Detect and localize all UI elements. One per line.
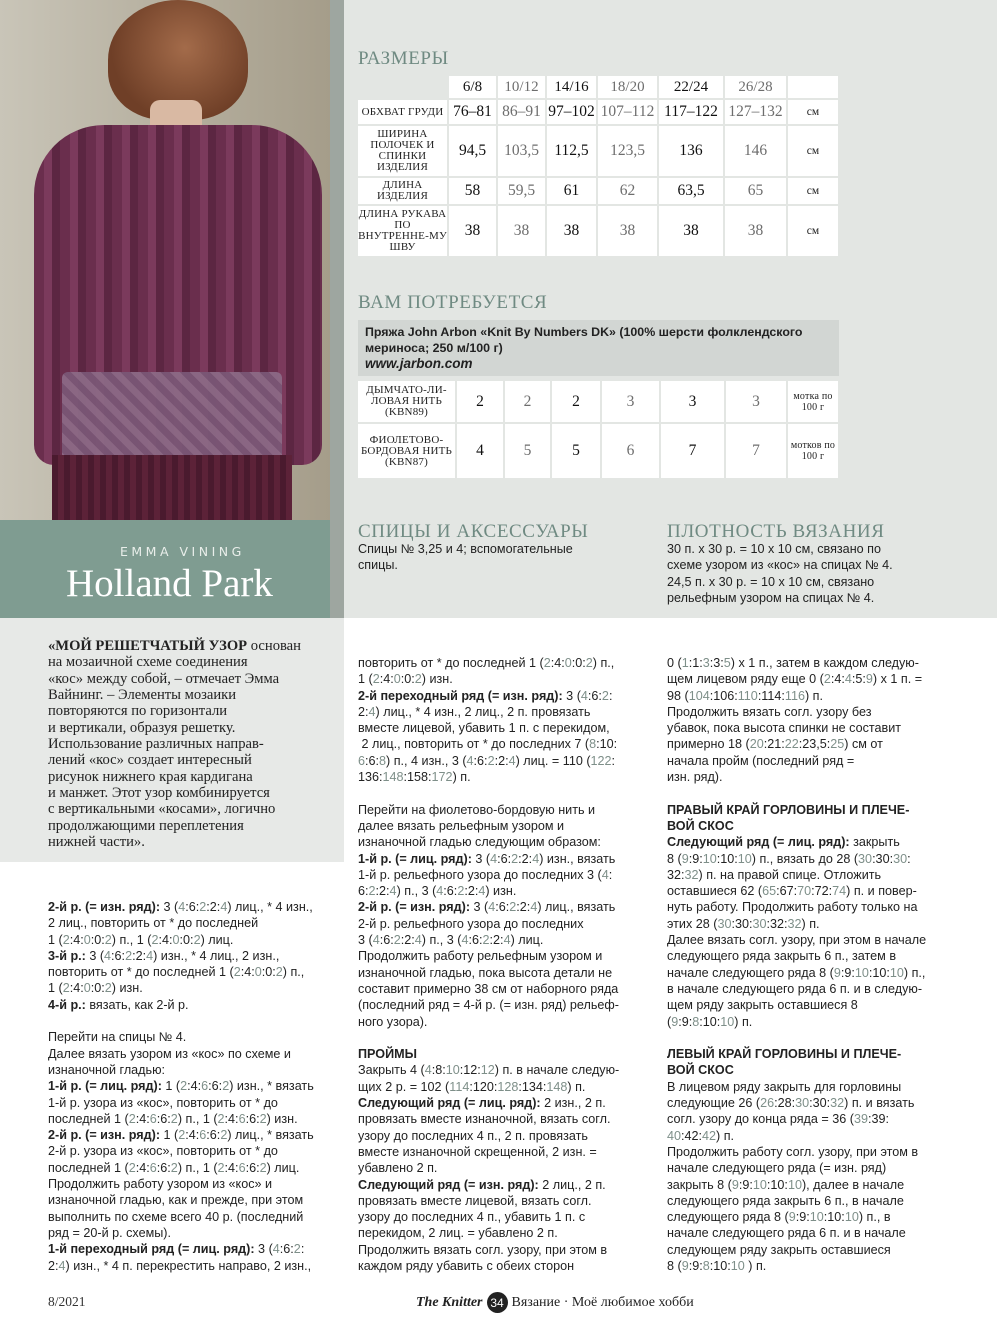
- quote-line: с вертикальными «косами», логично: [48, 801, 276, 818]
- quote-line: основан: [247, 638, 301, 654]
- size-value: 59,5: [498, 178, 545, 204]
- size-unit: см: [788, 178, 838, 204]
- size-value: 117–122: [659, 100, 723, 124]
- quote-line: «кос» между собой, – отмечает Эмма: [48, 670, 280, 687]
- size-value: 63,5: [659, 178, 723, 204]
- yarn-description: [358, 320, 839, 376]
- needles-heading: СПИЦЫ И АКСЕССУАРЫ: [358, 521, 589, 542]
- quote-line: лений «кос» создает интересный: [48, 752, 252, 769]
- page-footer: [416, 1292, 694, 1313]
- size-value: 94,5: [449, 126, 496, 176]
- quote-line: и манжет. Этот узор комбинируется: [48, 785, 270, 802]
- materials-heading: ВАМ ПОТРЕБУЕТСЯ: [358, 292, 548, 313]
- magazine-tagline: Вязание · Моё любимое хобби: [511, 1294, 694, 1310]
- yarn-quantity: 7: [661, 424, 724, 478]
- gauge-heading: ПЛОТНОСТЬ ВЯЗАНИЯ: [667, 521, 885, 542]
- yarn-quantity: 3: [726, 381, 786, 422]
- yarn-line: мериноса; 250 м/100 г): [365, 341, 503, 355]
- size-value: 38: [598, 206, 657, 256]
- quote-line: и вертикали, образуя решетку.: [48, 719, 236, 736]
- quote-line: рисунок нижнего края кардигана: [48, 768, 253, 785]
- yarn-quantity: 5: [552, 424, 600, 478]
- cardigan-lattice-hem: [62, 372, 282, 462]
- size-value: 38: [725, 206, 786, 256]
- needles-line: спицы.: [358, 558, 398, 573]
- designer-quote: [48, 638, 332, 850]
- quote-line: на мозаичной схеме соединения: [48, 654, 248, 671]
- size-value: 38: [547, 206, 596, 256]
- size-value: 38: [659, 206, 723, 256]
- yarn-quantity: 2: [552, 381, 600, 422]
- size-col-header: 14/16: [547, 76, 596, 98]
- size-value: 65: [725, 178, 786, 204]
- instructions-column-2: повторить от * до последней 1 (2:4:0:0:2) п., 1 (2:4:0:0:2) изн. 2-й переходный ряд (= изн. ряд): 3 (4:6:2: 2:4) лиц., * 4 изн., 2 лиц., 2 п. провязать вместе лицевой, убавить 1 п. с перекидом, 2 лиц., повторить от * до последних 7 (8:10: 6:6:8) п., 4 изн., 3 (4:6:2:2:4) лиц. = 110 (122: 136:148:158:172) п. Перейти на фиолетово-бордовую нить и далее вязать рельефным узором и изнаночной гладью следующим образом: 1-й р. (= лиц. ряд): 3 (4:6:2:2:4) изн., вязать 1-й р. рельефного узора до последних 3 (4: 6:2:2:4) п., 3 (4:6:2:2:4) изн. 2-й р. (= изн. ряд): 3 (4:6:2:2:4) лиц., вязать 2-й р. рельефного узора до последних 3 (4:6:2:2:4) п., 3 (4:6:2:2:4) лиц. Продолжить работу рельефным узором и изнаночной гладью, пока высота детали не составит примерно 38 см от наборного ряда (последний ряд = 4-й р. (= изн. ряд) рельеф- ного узора). ПРОЙМЫ Закрыть 4 (4:8:10:12:12) п. в начале следую- щих 2 р. = 102 (114:120:128:134:148) п. Следующий ряд (= лиц. ряд): 2 изн., 2 п. провязать вместе изнаночной, вязать согл. узору до последних 4 п., 2 п. провязать вместе изнаночной скрещенной, 2 изн. = убавлено 2 п. Следующий ряд (= изн. ряд): 2 лиц., 2 п. провязать вместе лицевой, вязать согл. узору до последних 4 п., убавить 1 п. с перекидом, 2 лиц. = убавлено 2 п. Продолжить вязать согл. узору, при этом в каждом ряду убавить с обеих сторон: [358, 656, 620, 1273]
- size-col-header: 26/28: [725, 76, 786, 98]
- instructions-column-1: 2-й р. (= изн. ряд): 3 (4:6:2:2:4) лиц., * 4 изн., 2 лиц., повторить от * до последней 1 (2:4:0:0:2) п., 1 (2:4:0:0:2) лиц. 3-й р.: 3 (4:6:2:2:4) изн., * 4 лиц., 2 изн., повторить от * до последней 1 (2:4:0:0:2) п., 1 (2:4:0:0:2) изн. 4-й р.: вязать, как 2-й р. Перейти на спицы № 4. Далее вязать узором из «кос» по схеме и изнаночной гладью: 1-й р. (= лиц. ряд): 1 (2:4:6:6:2) изн., * вязать 1-й р. узора из «кос», повторить от * до последней 1 (2:4:6:6:2) п., 1 (2:4:6:6:2) изн. 2-й р. (= изн. ряд): 1 (2:4:6:6:2) лиц., * вязать 2-й р. узора из «кос», повторить от * до последней 1 (2:4:6:6:2) п., 1 (2:4:6:6:2) лиц. Продолжить работу узором из «кос» и изнаночной гладью, как и прежде, при этом выполнить по схеме всего 40 р. (последний ряд = 20-й р. схемы). 1-й переходный ряд (= лиц. ряд): 3 (4:6:2: 2:4) изн., * 4 п. перекрестить направо, 2 изн.,: [48, 900, 314, 1273]
- size-value: 58: [449, 178, 496, 204]
- gauge-line: рельефным узором на спицах № 4.: [667, 590, 875, 605]
- yarn-quantity: 2: [457, 381, 503, 422]
- size-value: 97–102: [547, 100, 596, 124]
- yarn-quantity: 5: [505, 424, 550, 478]
- page-number: 34: [487, 1292, 508, 1313]
- size-col-header: 18/20: [598, 76, 657, 98]
- size-row-label: ДЛИНА РУКАВА ПО ВНУТРЕННЕ-МУ ШВУ: [358, 206, 447, 256]
- size-col-header: 22/24: [659, 76, 723, 98]
- size-col-header: 10/12: [498, 76, 545, 98]
- yarn-unit: мотка по 100 г: [788, 381, 838, 422]
- gauge-line: 24,5 п. х 30 р. = 10 х 10 см, связано: [667, 574, 875, 589]
- gauge-line: 30 п. х 30 р. = 10 х 10 см, связано по: [667, 542, 881, 556]
- yarn-quantity: 4: [457, 424, 503, 478]
- size-unit: см: [788, 100, 838, 124]
- yarn-quantity: 7: [726, 424, 786, 478]
- quote-line: нижней части».: [48, 834, 145, 851]
- size-row-label: ДЛИНА ИЗДЕЛИЯ: [358, 178, 447, 204]
- divider-strip: [330, 0, 344, 618]
- pattern-title: Holland Park: [66, 562, 273, 605]
- needles-line: Спицы № 3,25 и 4; вспомогательные: [358, 542, 573, 556]
- size-unit: см: [788, 206, 838, 256]
- instructions-column-3: 0 (1:1:3:3:5) х 1 п., затем в каждом следую- щем лицевом ряду еще 0 (2:4:4:5:9) х 1 п. = 98 (104:106:110:114:116) п. Продолжить вязать согл. узору без убавок, пока высота спинки не составит примерно 18 (20:21:22:23,5:25) см от начала пройм (последний ряд = изн. ряд). ПРАВЫЙ КРАЙ ГОРЛОВИНЫ И ПЛЕЧЕ- ВОЙ СКОС Следующий ряд (= лиц. ряд): закрыть 8 (9:9:10:10:10) п., вязать до 28 (30:30:30: 32:32) п. на правой спице. Отложить оставшиеся 62 (65:67:70:72:74) п. и повер- нуть работу. Продолжить работу только на этих 28 (30:30:30:32:32) п. Далее вязать согл. узору, при этом в начале следующего ряда закрыть 6 п., затем в начале следующего ряда 8 (9:9:10:10:10) п., в начале следующего ряда 6 п. и в следую- щем ряду закрыть оставшиеся 8 (9:9:8:10:10) п. ЛЕВЫЙ КРАЙ ГОРЛОВИНЫ И ПЛЕЧЕ- ВОЙ СКОС В лицевом ряду закрыть для горловины следующие 26 (26:28:30:30:32) п. и вязать согл. узору до конца ряда = 36 (39:39: 40:42:42) п. Продолжить работу согл. узору, при этом в начале следующего ряда (= изн. ряд) закрыть 8 (9:9:10:10:10), далее в начале следующего ряда закрыть 6 п., в начале следующего ряда 8 (9:9:10:10:10) п., в начале следующего ряда 6 п. и в начале следующем ряду закрыть оставшиеся 8 (9:9:8:10:10 ) п.: [667, 656, 927, 1273]
- magazine-name: The Knitter: [416, 1294, 483, 1310]
- size-value: 127–132: [725, 100, 786, 124]
- quote-line: продолжающими переплетения: [48, 817, 244, 834]
- size-unit: см: [788, 126, 838, 176]
- yarn-url: www.jarbon.com: [365, 356, 473, 371]
- designer-name: EMMA VINING: [120, 544, 245, 559]
- gauge-line: схеме узором из «кос» на спицах № 4.: [667, 558, 893, 573]
- gauge-text: [667, 541, 967, 606]
- size-value: 61: [547, 178, 596, 204]
- size-value: 146: [725, 126, 786, 176]
- size-value: 136: [659, 126, 723, 176]
- yarn-quantity: 6: [602, 424, 659, 478]
- yarn-row-label: ДЫМЧАТО-ЛИ-ЛОВАЯ НИТЬ (KBN89): [358, 381, 455, 422]
- size-value: 103,5: [498, 126, 545, 176]
- yarn-quantity: 2: [505, 381, 550, 422]
- quote-lead: «МОЙ РЕШЕТЧАТЫЙ УЗОР: [48, 638, 248, 654]
- size-value: 112,5: [547, 126, 596, 176]
- size-col-header-empty: [788, 76, 838, 98]
- size-row-label: ОБХВАТ ГРУДИ: [358, 100, 447, 124]
- quote-line: Вайнинг. – Элементы мозаики: [48, 687, 237, 704]
- yarn-quantity: 3: [661, 381, 724, 422]
- size-value: 123,5: [598, 126, 657, 176]
- size-value: 107–112: [598, 100, 657, 124]
- size-row-label: ШИРИНА ПОЛОЧЕК И СПИНКИ ИЗДЕЛИЯ: [358, 126, 447, 176]
- yarn-unit: мотков по 100 г: [788, 424, 838, 478]
- size-col-header: 6/8: [449, 76, 496, 98]
- model-skirt: [52, 455, 292, 520]
- needles-text: [358, 541, 648, 574]
- sizes-heading: РАЗМЕРЫ: [358, 48, 449, 69]
- cardigan-photo: [0, 0, 330, 520]
- yarn-row-label: ФИОЛЕТОВО-БОРДОВАЯ НИТЬ (KBN87): [358, 424, 455, 478]
- size-value: 62: [598, 178, 657, 204]
- size-value: 86–91: [498, 100, 545, 124]
- size-value: 38: [498, 206, 545, 256]
- size-value: 38: [449, 206, 496, 256]
- quote-line: повторяются по горизонтали: [48, 703, 228, 720]
- size-value: 76–81: [449, 100, 496, 124]
- quote-line: Использование различных направ-: [48, 736, 264, 753]
- yarn-quantity: 3: [602, 381, 659, 422]
- issue-number: 8/2021: [48, 1294, 86, 1309]
- yarn-line: Пряжа John Arbon «Knit By Numbers DK» (100% шерсти фолклендского: [365, 325, 803, 339]
